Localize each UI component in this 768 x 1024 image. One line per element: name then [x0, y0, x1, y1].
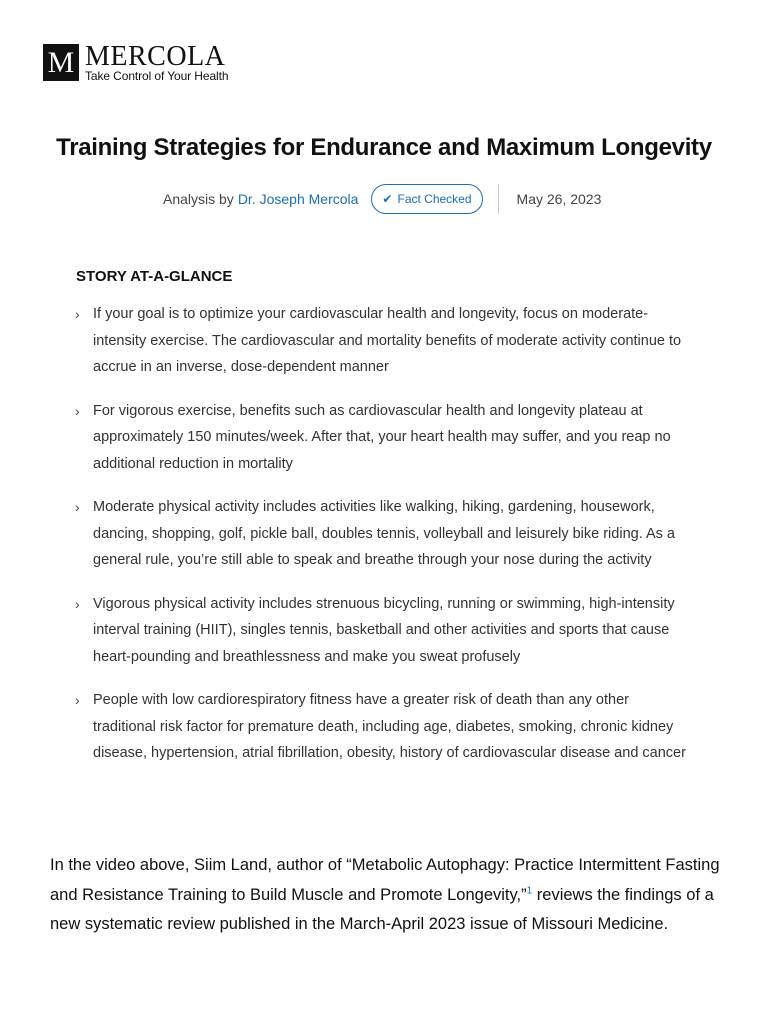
mercola-logo[interactable]	[43, 41, 229, 83]
footnote-reference-link[interactable]: 1	[526, 885, 533, 897]
glance-item	[75, 301, 695, 381]
glance-item-text: If your goal is to optimize your cardiovascular health and longevity, focus on moderate-intensity exercise. The cardiovascular and mortality benefits of moderate activity continue to accrue in an inverse, dose-dependent manner	[93, 306, 682, 375]
glance-item	[75, 591, 695, 671]
byline-prefix: Analysis by	[163, 191, 234, 207]
chevron-right-icon: ›	[75, 595, 80, 612]
fact-checked-badge[interactable]	[371, 184, 482, 214]
body-paragraph	[50, 851, 730, 940]
glance-item	[75, 687, 695, 767]
article-title: Training Strategies for Endurance and Maximum Longevity	[56, 134, 712, 161]
chevron-right-icon: ›	[75, 692, 80, 708]
glance-item-text: People with low cardiorespiratory fitness have a greater risk of death than any other traditional risk factor for premature death, including age, diabetes, smoking, chronic kidney disease, hypertension, atrial fibrillation, obesity, history of cardiovascular disease and cancer	[93, 692, 686, 761]
logo-text	[85, 41, 229, 83]
glance-item	[75, 494, 695, 574]
author-link[interactable]: Dr. Joseph Mercola	[237, 191, 359, 207]
chevron-right-icon: ›	[75, 499, 80, 515]
publish-date: May 26, 2023	[516, 191, 602, 207]
glance-item-text: Moderate physical activity includes activities like walking, hiking, gardening, housework, dancing, shopping, golf, pickle ball, doubles tennis, volleyball and leisurely bike riding. As a general rule, you’re still able to speak and breathe through your nose during the activity	[93, 499, 675, 568]
logo-mark: M	[43, 44, 79, 81]
logo-tagline: Take Control of Your Health	[85, 69, 229, 83]
chevron-right-icon: ›	[75, 306, 80, 322]
byline	[163, 184, 601, 214]
checkmark-icon: ✔	[382, 192, 393, 206]
chevron-right-icon: ›	[75, 402, 80, 419]
glance-item	[75, 398, 695, 478]
paragraph-text-end: reviews the findings of a new systematic review published in the March-April 2023 issue of Missouri Medicine.	[50, 885, 714, 934]
glance-item-text: Vigorous physical activity includes strenuous bicycling, running or swimming, high-intensity interval training (HIIT), singles tennis, basketball and other activities and sports that cause heart-pounding and breathlessness and make you sweat profusely	[93, 595, 675, 665]
glance-item-text: For vigorous exercise, benefits such as cardiovascular health and longevity plateau at approximately 150 minutes/week. After that, your heart health may suffer, and you reap no additional reduction in mortality	[93, 402, 671, 472]
fact-checked-label: Fact Checked	[397, 192, 472, 206]
logo-name: MERCOLA	[85, 41, 226, 72]
paragraph-text-start: In the video above, Siim Land, author of “Metabolic Autophagy: Practice Intermittent Fasting and Resistance Training to Build Muscle and Promote Longevity,”	[50, 856, 720, 904]
glance-list	[75, 301, 695, 784]
byline-divider	[498, 184, 499, 214]
glance-title: STORY AT-A-GLANCE	[76, 268, 233, 285]
